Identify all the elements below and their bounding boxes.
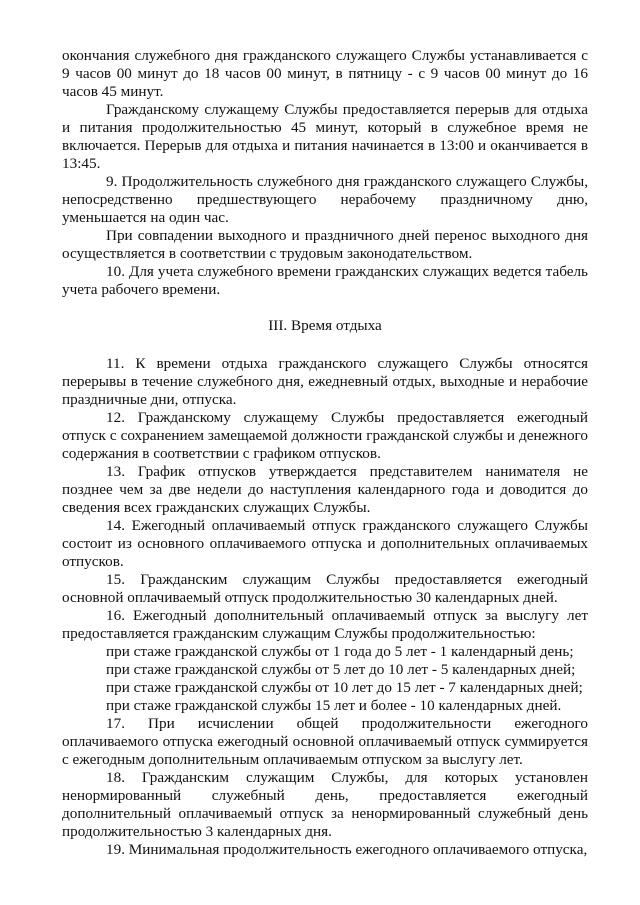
paragraph-working-hours: окончания служебного дня гражданского служащего Службы устанавливается с 9 часов 00 минут до 18 часов 00 минут, в пятницу - с 9 часов 00 минут до 16 часов 45 минут. [62,47,588,100]
list-item: при стаже гражданской службы 15 лет и более - 10 календарных дней. [106,697,562,714]
paragraph-item-12: 12. Гражданскому служащему Службы предоставляется ежегодный отпуск с сохранением замещаемой должности гражданской службы и денежного содержания в соответствии с графиком отпусков. [62,409,588,462]
paragraph-item-11: 11. К времени отдыха гражданского служащего Службы относятся перерывы в течение служебного дня, ежедневный отдых, выходные и нерабочие праздничные дни, отпуска. [62,355,588,408]
paragraph-lunch-break: Гражданскому служащему Службы предоставляется перерыв для отдыха и питания продолжительностью 45 минут, который в служебное время не включается. Перерыв для отдыха и питания начинается в 13:00 и оканчивается в 13:45. [62,101,588,172]
paragraph-item-16: 16. Ежегодный дополнительный оплачиваемый отпуск за выслугу лет предоставляется гражданским служащим Службы продолжительностью: [62,607,588,642]
paragraph-item-10: 10. Для учета служебного времени гражданских служащих ведется табель учета рабочего времени. [62,263,588,298]
list-item: при стаже гражданской службы от 5 лет до 10 лет - 5 календарных дней; [106,661,576,678]
document-page [62,47,588,859]
list-item: при стаже гражданской службы от 1 года до 5 лет - 1 календарный день; [106,643,574,660]
paragraph-item-14: 14. Ежегодный оплачиваемый отпуск гражданского служащего Службы состоит из основного оплачиваемого отпуска и дополнительных оплачиваемых отпусков. [62,517,588,570]
paragraph-item-17: 17. При исчислении общей продолжительности ежегодного оплачиваемого отпуска ежегодный основной оплачиваемый отпуск суммируется с ежегодным дополнительным оплачиваемым отпуском за выслугу лет. [62,715,588,768]
paragraph-item-13: 13. График отпусков утверждается представителем нанимателя не позднее чем за две недели до наступления календарного года и доводится до сведения всех гражданских служащих Службы. [62,463,588,516]
paragraph-item-18: 18. Гражданским служащим Службы, для которых установлен ненормированный служебный день, предоставляется ежегодный дополнительный оплачиваемый отпуск за ненормированный служебный день продолжительностью 3 календарных дня. [62,769,588,840]
paragraph-holiday-transfer: При совпадении выходного и праздничного дней перенос выходного дня осуществляется в соответствии с трудовым законодательством. [62,227,588,262]
paragraph-item-9: 9. Продолжительность служебного дня гражданского служащего Службы, непосредственно предшествующего нерабочему праздничному дню, уменьшается на один час. [62,173,588,226]
section-heading: III. Время отдыха [268,317,382,334]
paragraph-item-19: 19. Минимальная продолжительность ежегодного оплачиваемого отпуска, [106,841,588,858]
list-item: при стаже гражданской службы от 10 лет до 15 лет - 7 календарных дней; [106,679,583,696]
paragraph-item-15: 15. Гражданским служащим Службы предоставляется ежегодный основной оплачиваемый отпуск продолжительностью 30 календарных дней. [62,571,588,606]
